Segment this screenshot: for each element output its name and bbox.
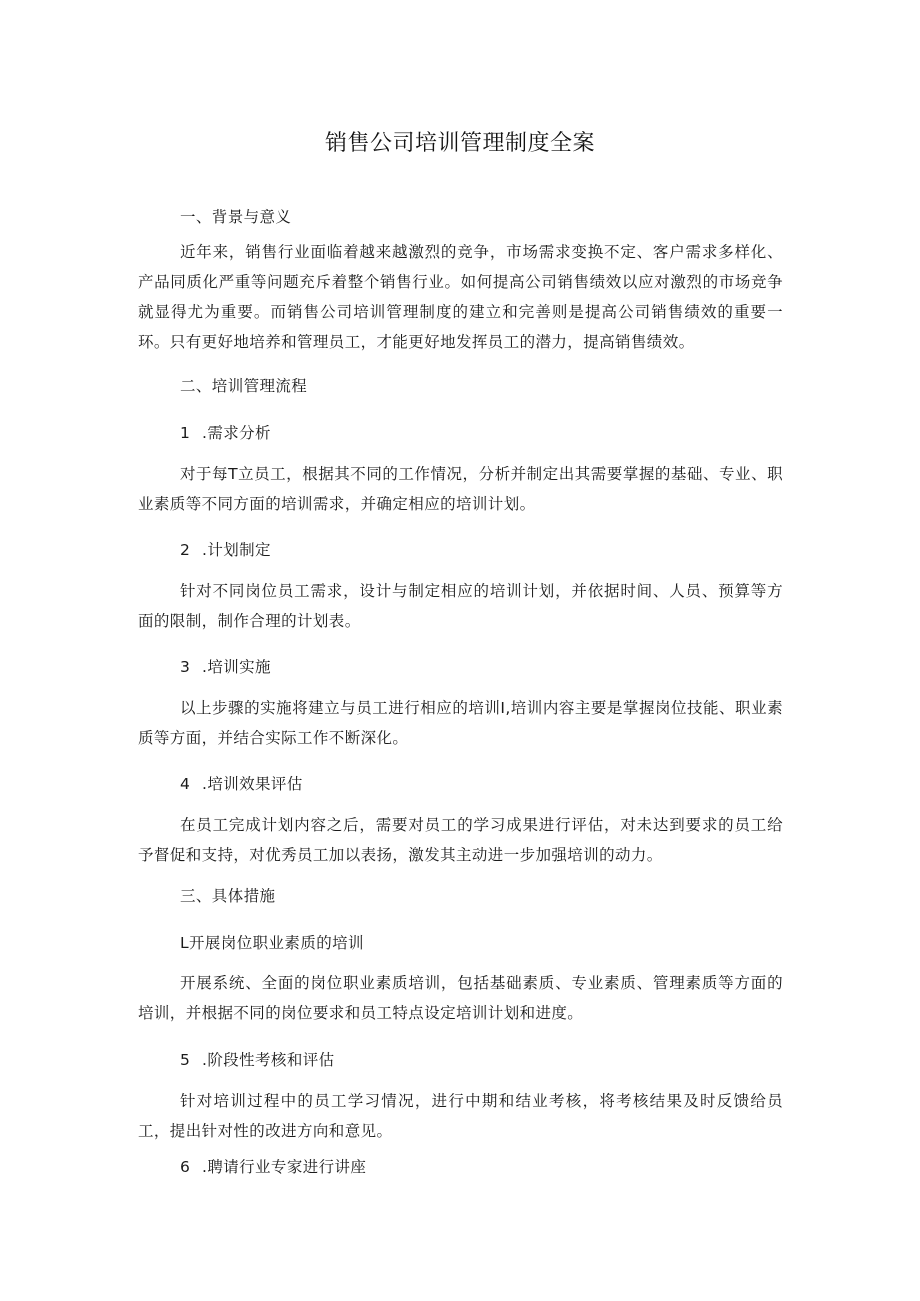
subheading-stage-assessment	[180, 1048, 335, 1070]
paragraph-background: 近年来，销售行业面临着越来越激烈的竞争，市场需求变换不定、客户需求多样化、产品同质化严重等问题充斥着整个销售行业。如何提高公司销售绩效以应对激烈的市场竞争就显得尤为重要。而销售公司培训管理制度的建立和完善则是提高公司销售绩效的重要一环。只有更好地培养和管理员工，才能更好地发挥员工的潜力，提高销售绩效。	[138, 243, 783, 351]
subheading-label: .阶段性考核和评估	[202, 1051, 335, 1069]
paragraph-training-implementation: 以上步骤的实施将建立与员工进行相应的培训I,培训内容主要是掌握岗位技能、职业素质等方面，并结合实际工作不断深化。	[138, 699, 783, 747]
subheading-vocational-quality-training: L开展岗位职业素质的培训	[180, 934, 364, 952]
document-title: 销售公司培训管理制度全案	[324, 131, 595, 156]
list-number: 5	[180, 1051, 191, 1069]
paragraph-stage-assessment: 针对培训过程中的员工学习情况，进行中期和结业考核，将考核结果及时反馈给员工，提出针对性的改进方向和意见。	[138, 1092, 783, 1140]
list-number: 4	[180, 775, 191, 793]
subheading-effect-evaluation	[180, 772, 303, 794]
section-heading-process: 二、培训管理流程	[180, 377, 308, 395]
subheading-label: .培训实施	[202, 658, 271, 676]
section-heading-measures: 三、具体措施	[180, 887, 276, 905]
paragraph-needs-analysis: 对于每T立员工，根据其不同的工作情况，分析并制定出其需要掌握的基础、专业、职业素质等不同方面的培训需求，并确定相应的培训计划。	[138, 465, 783, 513]
list-number: 3	[180, 658, 191, 676]
subheading-label: .培训效果评估	[202, 775, 303, 793]
subheading-label: .需求分析	[202, 424, 271, 442]
subheading-label: .聘请行业专家进行讲座	[202, 1158, 367, 1176]
paragraph-plan-making: 针对不同岗位员工需求，设计与制定相应的培训计划，并依据时间、人员、预算等方面的限制，制作合理的计划表。	[138, 582, 783, 630]
subheading-plan-making	[180, 538, 271, 560]
paragraph-vocational-quality-training: 开展系统、全面的岗位职业素质培训，包括基础素质、专业素质、管理素质等方面的培训，并根据不同的岗位要求和员工特点设定培训计划和进度。	[138, 974, 783, 1022]
subheading-label: .计划制定	[202, 541, 271, 559]
subheading-training-implementation	[180, 655, 271, 677]
list-number: 6	[180, 1158, 191, 1176]
paragraph-effect-evaluation: 在员工完成计划内容之后，需要对员工的学习成果进行评估，对未达到要求的员工给予督促和支持，对优秀员工加以表扬，激发其主动进一步加强培训的动力。	[138, 816, 783, 864]
subheading-expert-lectures	[180, 1155, 366, 1177]
list-number: 1	[180, 424, 191, 442]
list-number: 2	[180, 541, 191, 559]
subheading-needs-analysis	[180, 421, 271, 443]
section-heading-background: 一、背景与意义	[180, 208, 292, 226]
